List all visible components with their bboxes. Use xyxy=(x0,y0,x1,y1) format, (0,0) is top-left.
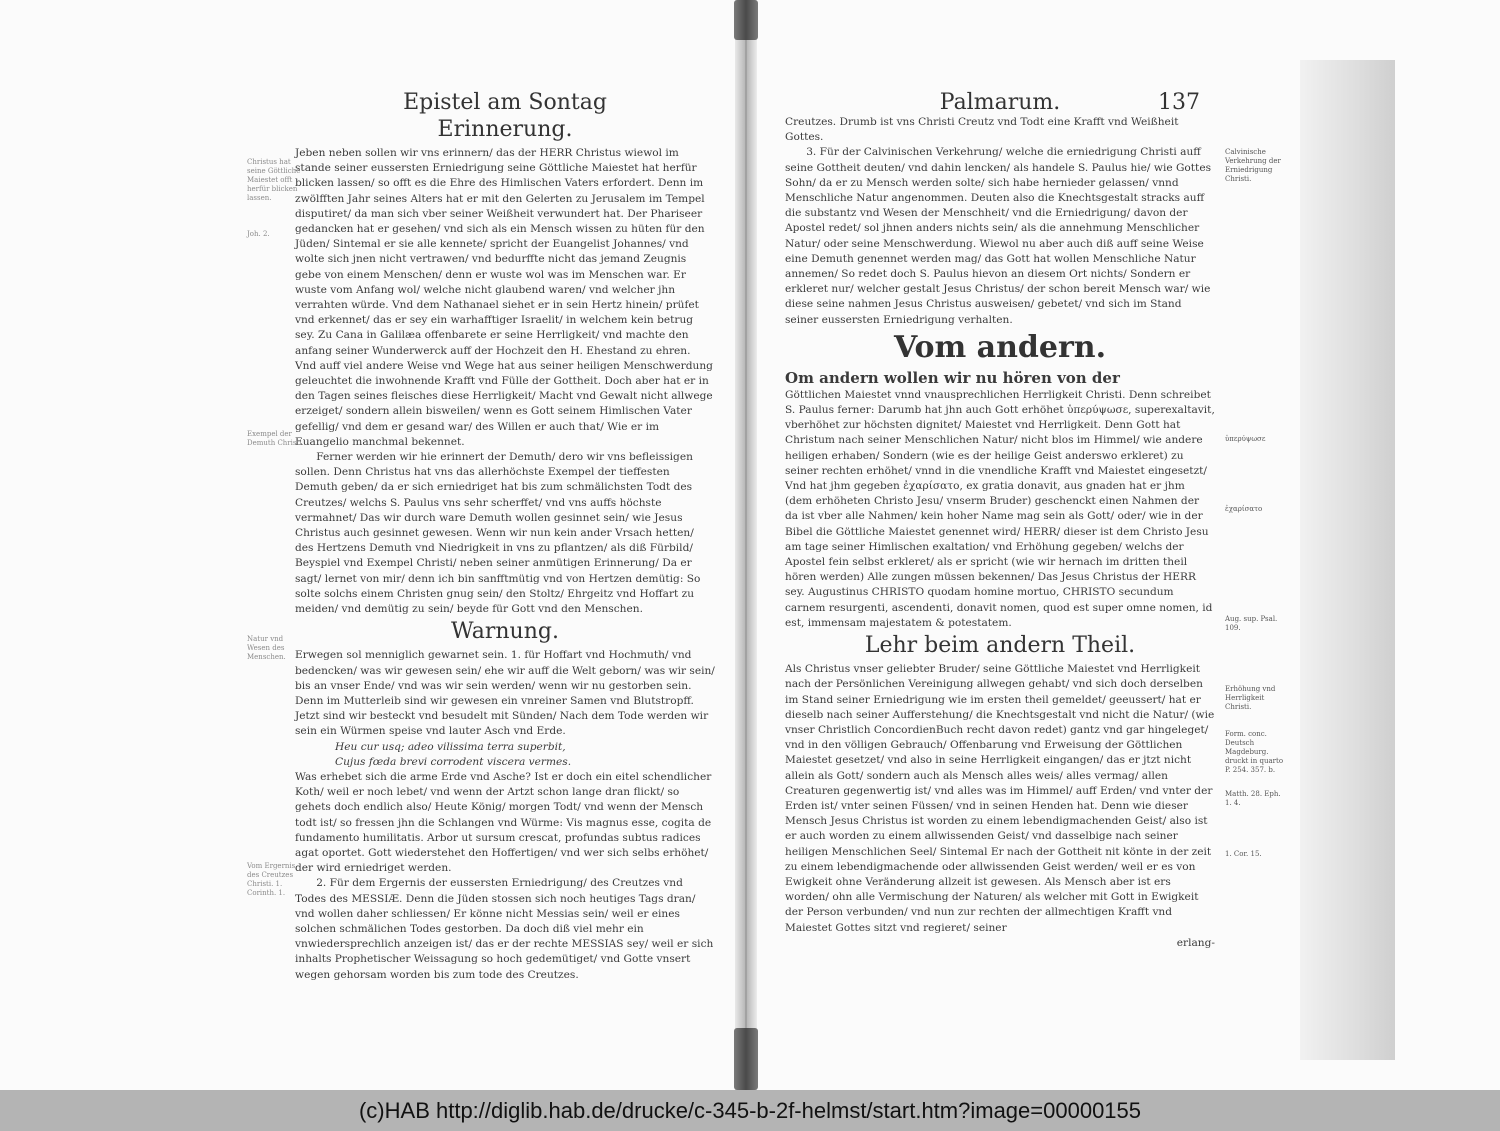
body-paragraph: Als Christus vnser geliebter Bruder/ seine Göttliche Maiestet vnd Herrligkeit nach der Persönlichen Vereinigung allwegen gehabt/ vnd sich doch derselben im Stand seiner Erniedrigung wie im ersten theil gemeldet/ geeussert/ hat er dieselb nach seiner Aufferstehung/ die Knechtsgestalt vnd nicht die Natur/ (wie vnser Christlich ConcordienBuch recht davon redet) gantz vnd gar hingeleget/ vnd in den völligen Gebrauch/ Offenbarung vnd Erweisung der Göttlichen Maiestet gesetzet/ vnd also in seine Herrligkeit eingangen/ das er jtzt nicht allein als Gott/ sondern auch als Mensch alles weis/ alles vermag/ allen Creaturen gegenwertig ist/ vnd alles was im Himmel/ auff Erden/ vnd vnter der Erden ist/ vnter seinen Füssen/ vnd in seinen Henden hat. Denn wie dieser Mensch Jesus Christus ist worden zu einem lebendigmachenden Geist/ also ist er auch worden zu einem allwissenden Geist/ vnd dasselbige nach seiner heiligen Menschlichen Seel/ Sintemal Er nach der Gottheit nit könte in der zeit zu einem lebendigmachende oder allwissenden Geist werden/ weil er es von Ewigkeit ohne Veränderung allzeit ist gewesen. Als Mensch aber ist ers worden/ ohn alle Vermischung der Naturen/ als welcher mit Gott in Ewigkeit der Person verbunden/ vnd nun zur rechten der allmechtigen Krafft vnd Maiestet Gottes sitzt vnd regieret/ seiner xyxy=(785,663,1215,934)
section-heading: Lehr beim andern Theil. xyxy=(864,633,1136,659)
latin-verse: Heu cur usq; adeo vilissima terra superbit, Cujus fœda brevi corrodent viscera vermes. xyxy=(335,740,572,768)
marginal-note: Aug. sup. Psal. 109. xyxy=(1225,615,1278,632)
body-paragraph: 3. Für der Calvinischen Verkehrung/ welche die erniedrigung Christi auff seine Gottheit deuten/ vnd dahin lencken/ als handele S. Paulus hie/ wie Gottes Sohn/ da er zu Mensch werden solte/ sich habe hernieder gelassen/ vnnd Menschliche Natur angenommen. Deuten also die Knechtsgestalt stracks auff die substantz vnd Wesen der Menschheit/ vnd die Erniedrigung/ davon der Apostel redet/ sol jhnen anders nichts sein/ als die annehmung Menschlicher Natur/ oder seine Menschwerdung. Wiewol nu aber auch diß auff seine Weise eine Demuth genennet werden mag/ das Gott hat wollen Menschliche Natur annemen/ So redet doch S. Paulus hievon an diesem Ort nichts/ Sondern er erkleret nur/ welcher gestalt Jesus Christus/ der schon bereit Mensch war/ wie diese seine nahmen Jesus Christus ausweisen/ gebetet/ vnd sich im Stand seiner eussersten Erniedrigung verhalten. xyxy=(785,146,1212,326)
book-gutter xyxy=(735,0,757,1090)
marginal-note: Exempel der Demuth Christi. xyxy=(247,430,304,447)
footer-bar xyxy=(0,1090,1500,1131)
footer-credit: (c)HAB http://diglib.hab.de/drucke/c-345-b-2f-helmst/start.htm?image=00000155 xyxy=(358,1097,1142,1123)
section-heading: Vom andern. xyxy=(893,329,1107,365)
page-number: 137 xyxy=(1158,90,1200,115)
body-paragraph: Erwegen sol menniglich gewarnet sein. 1. für Hoffart vnd Hochmuth/ vnd bedencken/ was wir gewesen sein/ ehe wir auff die Welt geborn/ was wir sein/ bis an vnser Ende/ vnd was wir sein werden/ wenn wir nu gestorben sein. Denn im Mutterleib sind wir gewesen ein vnreiner Samen vnd Blutstropff. Jetzt sind wir besteckt vnd besudelt mit Sünden/ Nach dem Tode werden wir sein ein Würmen speise vnd lauter Asch vnd Erde. xyxy=(295,649,715,738)
body-paragraph: Ferner werden wir hie erinnert der Demuth/ dero wir vns befleissigen sollen. Denn Christus hat vns das allerhöchste Exempel der tieffesten Demuth geben/ da er sich erniedriget hat bis zum schmälichsten Todt des Creutzes/ welchs S. Paulus vns sehr scherffet/ vnd vns auffs höchste vermahnet/ Das wir durch ware Demuth wollen gesinnet sein/ wie Jesus Christus auch gesinnet gewesen. Wenn wir nun kein ander Vrsach hetten/ des Hertzens Demuth vnd Niedrigkeit in vns zu pflantzen/ als diß Fürbild/ Beyspiel vnd Exempel Christi/ neben seiner anmütigen Erinnerung/ Da er sagt/ lernet von mir/ denn ich bin sanfftmütig vnd von Hertzen demütig: So solte solchs einem Christen gnug sein/ den Stoltz/ Ehrgeitz vnd Hoffart zu meiden/ vnd demütig zu sein/ beyde für Gott vnd den Menschen. xyxy=(295,451,701,616)
marginal-note: Vom Ergernis des Creutzes Christi. 1. Corinth. 1. xyxy=(247,862,296,897)
body-paragraph: Was erhebet sich die arme Erde vnd Asche? Ist er doch ein eitel schendlicher Koth/ weil er noch lebet/ vnd wenn der Artzt schon lange dran flickt/ so gehets doch endlich also/ Heute König/ morgen Todt/ vnd wenn der Mensch todt ist/ so fressen jhn die Schlangen vnd Würme: Vis magnus esse, cogita de fundamento humilitatis. Arbor ut sursum crescat, profundas subtus radices agat oportet. Gott wiederstehet den Hoffertigen/ vnd wer sich selbs erhöhet/ der wird erniedriget werden. xyxy=(295,770,712,875)
left-page xyxy=(247,90,715,983)
running-head xyxy=(785,90,1215,115)
book-clasp-bottom xyxy=(734,1028,758,1090)
book-clasp-top xyxy=(734,0,758,40)
body-paragraph: 2. Für dem Ergernis der eussersten Erniedrigung/ des Creutzes vnd Todes des MESSIÆ. Denn die Jüden stossen sich noch heutiges Tags dran/ vnd wollen daher schliessen/ Er könne nicht Messias sein/ weil er eines solchen schmälichen Todes gestorben. Da doch diß viel mehr ein vnwiedersprechlich anzeigen ist/ das er der rechte MESSIAS sey/ weil er sich inhalts Prophetischer Weissagung so hoch gedemütiget/ vnd Gotte vnsert wegen gehorsam worden bis zum tode des Creutzes. xyxy=(295,877,714,981)
body-paragraph: Göttlichen Maiestet vnnd vnausprechlichen Herrligkeit Christi. Denn schreibet S. Paulus ferner: Darumb hat jhn auch Gott erhöhet ὑπερύψωσε, superexaltavit, vberhöhet zur höchsten dignitet/ Maiestet vnd Herrligkeit. Denn Gott hat Christum nach seiner Menschlichen Natur/ nicht blos im Himmel/ wie andere heiligen erhaben/ Sondern (wie es der heilige Geist anderswo erkleret) zu seiner rechten erhöhet/ vnnd in die vnendliche Krafft vnd Maiestet eingesetzt/ Vnd hat jhm gegeben ἐχαρίσατο, ex gratia donavit, aus gnaden hat er jhm (dem erhöheten Christo Jesu/ vnserm Bruder) geschenckt einen Nahmen der da ist vber alle Nahmen/ kein hoher Name mag sein als Gott/ oder/ wie in der Bibel die Göttliche Maiestet genennet wird/ HERR/ dieser ist dem Christo Jesu am tage seiner Himlischen exaltation/ vnd Erhöhung gegeben/ welchs der Apostel fein selbst erkleret/ als er spricht (wie wir hernach im dritten theil hören werden) Alle zungen müssen bekennen/ Das Jesus Christus der HERR sey. Augustinus CHRISTO quodam homine mortuo, CHRISTO secundum carnem resurgenti, ascendenti, donavit nomen, quod est super omne nomen, id est, immensam majestatem & potestatem. xyxy=(785,388,1215,629)
marginal-note: Form. conc. Deutsch Magdeburg. druckt in quarto P. 254. 357. b. xyxy=(1225,730,1284,774)
marginal-note: Erhöhung vnd Herrligkeit Christi. xyxy=(1225,685,1276,711)
marginal-note: ἐχαρίσατο xyxy=(1225,505,1263,513)
marginal-note: Matth. 28. Eph. 1. 4. xyxy=(1225,790,1281,807)
page-edge xyxy=(1300,60,1395,1060)
marginal-note: Natur vnd Wesen des Menschen. xyxy=(247,635,286,661)
running-head: Epistel am Sontag xyxy=(403,90,607,115)
catchword: erlang- xyxy=(1176,936,1215,949)
body-paragraph: Jeben neben sollen wir vns erinnern/ das der HERR Christus wiewol im stande seiner eussersten Erniedrigung seine Göttliche Maiestet hat herfür blicken lassen/ so offt es die Ehre des Himlischen Vaters erfordert. Denn im zwölfften Jahr seines Alters hat er mit den Gelerten zu Jerusalem im Tempel disputiret/ da man sich vber seiner Weißheit verwundert hat. Der Phariseer gedancken hat er gesehen/ vnd sich als ein Mensch wissen zu hüten für den Jüden/ Sintemal er sie alle kennete/ spricht der Euangelist Johannes/ vnd wolte sich jnen nicht vertrawen/ vnd bedurffte nicht das jemand Zeugnis gebe von einem Menschen/ denn er wuste wol was im Menschen war. Er wuste vom Anfang wol/ welche nicht glaubend waren/ vnd welcher jhn verrahten würde. Vnd dem Nathanael siehet er in sein Hertz hinein/ prüfet vnd erkennet/ das er sey ein warhafftiger Israelit/ in welchem kein betrug sey. Zu Cana in Galilæa offenbarete er seine Herrligkeit/ vnd machte den anfang seiner Wunderwerck auff der Hochzeit den H. Ehestand zu ehren. Vnd auff viel andere Weise vnd Wege hat aus seiner heiligen Menschwerdung geleuchtet die inwohnende Krafft vnd Fülle der Gottheit. Doch aber hat er in den Tagen seines fleisches diese Herrligkeit/ Macht vnd Gewalt nicht allwege erzeiget/ sondern allein bisweilen/ wenn es Gott seinem Himlischen Vater gefellig/ vnd dem er gesand war/ des Willen er auch that/ Wie er im Euangelio manchmal bekennet. xyxy=(295,147,713,448)
marginal-note: Joh. 2. xyxy=(247,230,270,238)
marginal-note: 1. Cor. 15. xyxy=(1225,850,1262,858)
running-head-title: Palmarum. xyxy=(939,90,1061,115)
body-paragraph: Creutzes. Drumb ist vns Christi Creutz vnd Todt eine Krafft vnd Weißheit Gottes. xyxy=(785,116,1179,144)
marginal-note: Christus hat seine Göttliche Maiestet offt herfür blicken lassen. xyxy=(247,158,301,202)
marginal-note: ὑπερύψωσε xyxy=(1225,435,1266,443)
marginal-note: Calvinische Verkehrung der Erniedrigung Christi. xyxy=(1225,148,1281,183)
right-page xyxy=(785,90,1284,951)
section-heading: Warnung. xyxy=(451,619,559,645)
section-heading: Erinnerung. xyxy=(437,117,573,142)
lead-line: Om andern wollen wir nu hören von der xyxy=(785,368,1120,387)
